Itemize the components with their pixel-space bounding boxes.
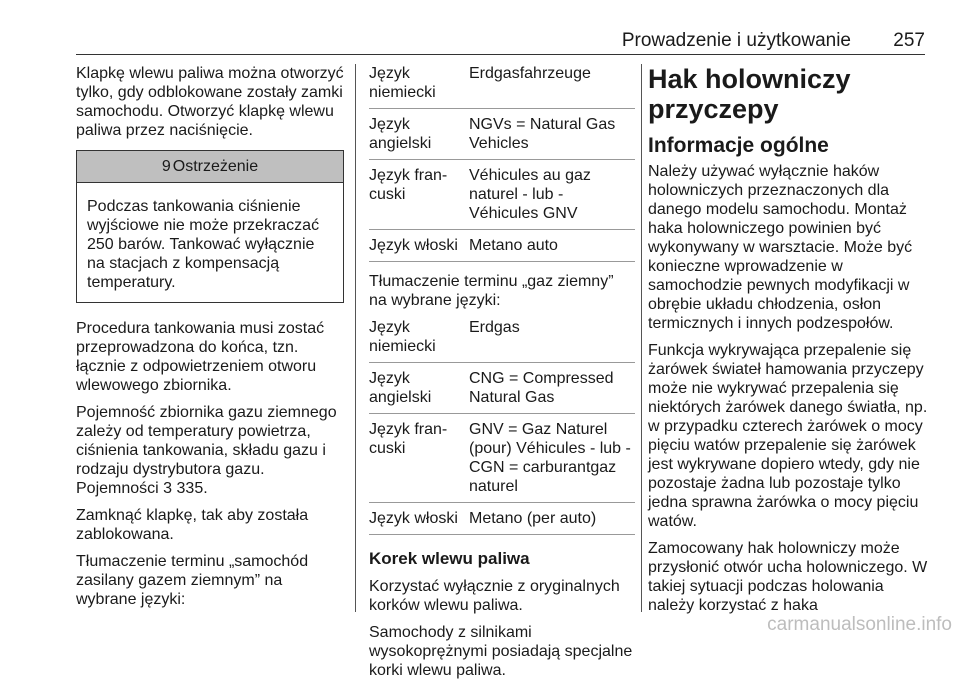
page-number: 257 [893, 30, 925, 51]
paragraph-capacity [76, 403, 344, 498]
paragraph-translation-gas: Tłumaczenie terminu „gaz ziemny” na wybrane języki: [369, 273, 614, 309]
warning-title: Ostrzeżenie [172, 158, 259, 175]
capacity-text: Pojemność zbiornika gazu ziemnego zależy od temperatury powietrza, ciśnienia tankowania, składu gazu i rodzaju dystrybutora gazu. Pojemności [76, 404, 337, 497]
section-title-towbar: Hak holowniczy przyczepy [648, 64, 851, 124]
term-cell: Véhicules au gaz naturel - lub - Véhicules GNV [469, 160, 635, 230]
column-middle [369, 64, 635, 688]
language-cell: Język angielski [369, 109, 469, 160]
term-cell: Metano auto [469, 230, 635, 262]
table-row [369, 503, 635, 535]
language-cell: Język włoski [369, 503, 469, 535]
page-title: Prowadzenie i użytkowanie [621, 30, 851, 51]
warning-header [77, 151, 343, 183]
page-reference-icon: 3 [163, 480, 173, 497]
term-cell: CNG = Compressed Natural Gas [469, 363, 635, 414]
intro-paragraph: Klapkę wlewu paliwa można otworzyć tylko, gdy odblokowane zostały zamki samochodu. Otworzyć klapkę wlewu paliwa przez naciśnięcie. [76, 65, 344, 139]
table-row [369, 64, 635, 109]
language-cell: Język angielski [369, 363, 469, 414]
subsection-title-general: Informacje ogólne [648, 134, 829, 157]
table-row [369, 414, 635, 503]
column-right [648, 64, 928, 623]
page-header [76, 28, 925, 55]
paragraph-close-flap: Zamknąć klapkę, tak aby została zablokowana. [76, 507, 309, 543]
watermark: carmanualsonline.info [767, 614, 952, 635]
table-row [369, 230, 635, 262]
column-divider-2 [641, 64, 642, 612]
language-cell: Język fran-cuski [369, 414, 469, 503]
warning-text: Podczas tankowania ciśnienie wyjściowe nie może przekraczać 250 barów. Tankować wyłącznie na stacjach z kompensacją temperatury. [87, 198, 320, 291]
translation-table-vehicle [369, 64, 635, 262]
column-divider-1 [355, 64, 356, 612]
table-row [369, 109, 635, 160]
language-cell: Język fran-cuski [369, 160, 469, 230]
warning-box [76, 150, 344, 303]
translation-table-gas [369, 318, 635, 535]
table-row [369, 160, 635, 230]
language-cell: Język niemiecki [369, 318, 469, 363]
paragraph-fuel-cap: Korzystać wyłącznie z oryginalnych korków wlewu paliwa. [369, 578, 620, 614]
language-cell: Język włoski [369, 230, 469, 262]
term-cell: Metano (per auto) [469, 503, 635, 535]
warning-icon: 9 [161, 158, 171, 175]
term-cell: Erdgasfahrzeuge [469, 64, 635, 109]
paragraph-translation-vehicle: Tłumaczenie terminu „samochód zasilany gazem ziemnym” na wybrane języki: [76, 553, 309, 608]
paragraph-bulb-detection: Funkcja wykrywająca przepalenie się żarówek świateł hamowania przyczepy może nie wykrywać przepalenia się niektórych żarówek danego światła, np. w przypadku czterech żarówek o mocy pięciu watów przepalenie się żarówek jest wykrywane dopiero wtedy, gdy nie pozostaje żadna lub pozostaje tylko jedna sprawna żarówka o mocy pięciu watów. [648, 342, 928, 530]
paragraph-procedure: Procedura tankowania musi zostać przeprowadzona do końca, tzn. łącznie z odpowietrzeniem otworu wlewowego zbiornika. [76, 320, 325, 394]
paragraph-towing-eye: Zamocowany hak holowniczy może przysłonić otwór ucha holowniczego. W takiej sytuacji podczas holowania należy korzystać z haka [648, 540, 928, 614]
page-reference-link[interactable]: 335. [176, 480, 208, 497]
term-cell: GNV = Gaz Naturel (pour) Véhicules - lub - CGN = carburantgaz naturel [469, 414, 635, 503]
table-row [369, 363, 635, 414]
term-cell: NGVs = Natural Gas Vehicles [469, 109, 635, 160]
language-cell: Język niemiecki [369, 64, 469, 109]
paragraph-diesel-cap: Samochody z silnikami wysokoprężnymi posiadają specjalne korki wlewu paliwa. [369, 624, 633, 679]
column-left [76, 64, 344, 617]
term-cell: Erdgas [469, 318, 635, 363]
table-row [369, 318, 635, 363]
paragraph-towbar-fitting: Należy używać wyłącznie haków holowniczych przeznaczonych dla danego modelu samochodu. Montaż haka holowniczego powinien być wykonywany w warsztacie. Może być konieczne wprowadzenie w samochodzie pewnych modyfikacji w obrębie układu chłodzenia, osłon termicznych i innych podzespołów. [648, 163, 913, 332]
section-heading-fuel-cap: Korek wlewu paliwa [369, 549, 530, 568]
